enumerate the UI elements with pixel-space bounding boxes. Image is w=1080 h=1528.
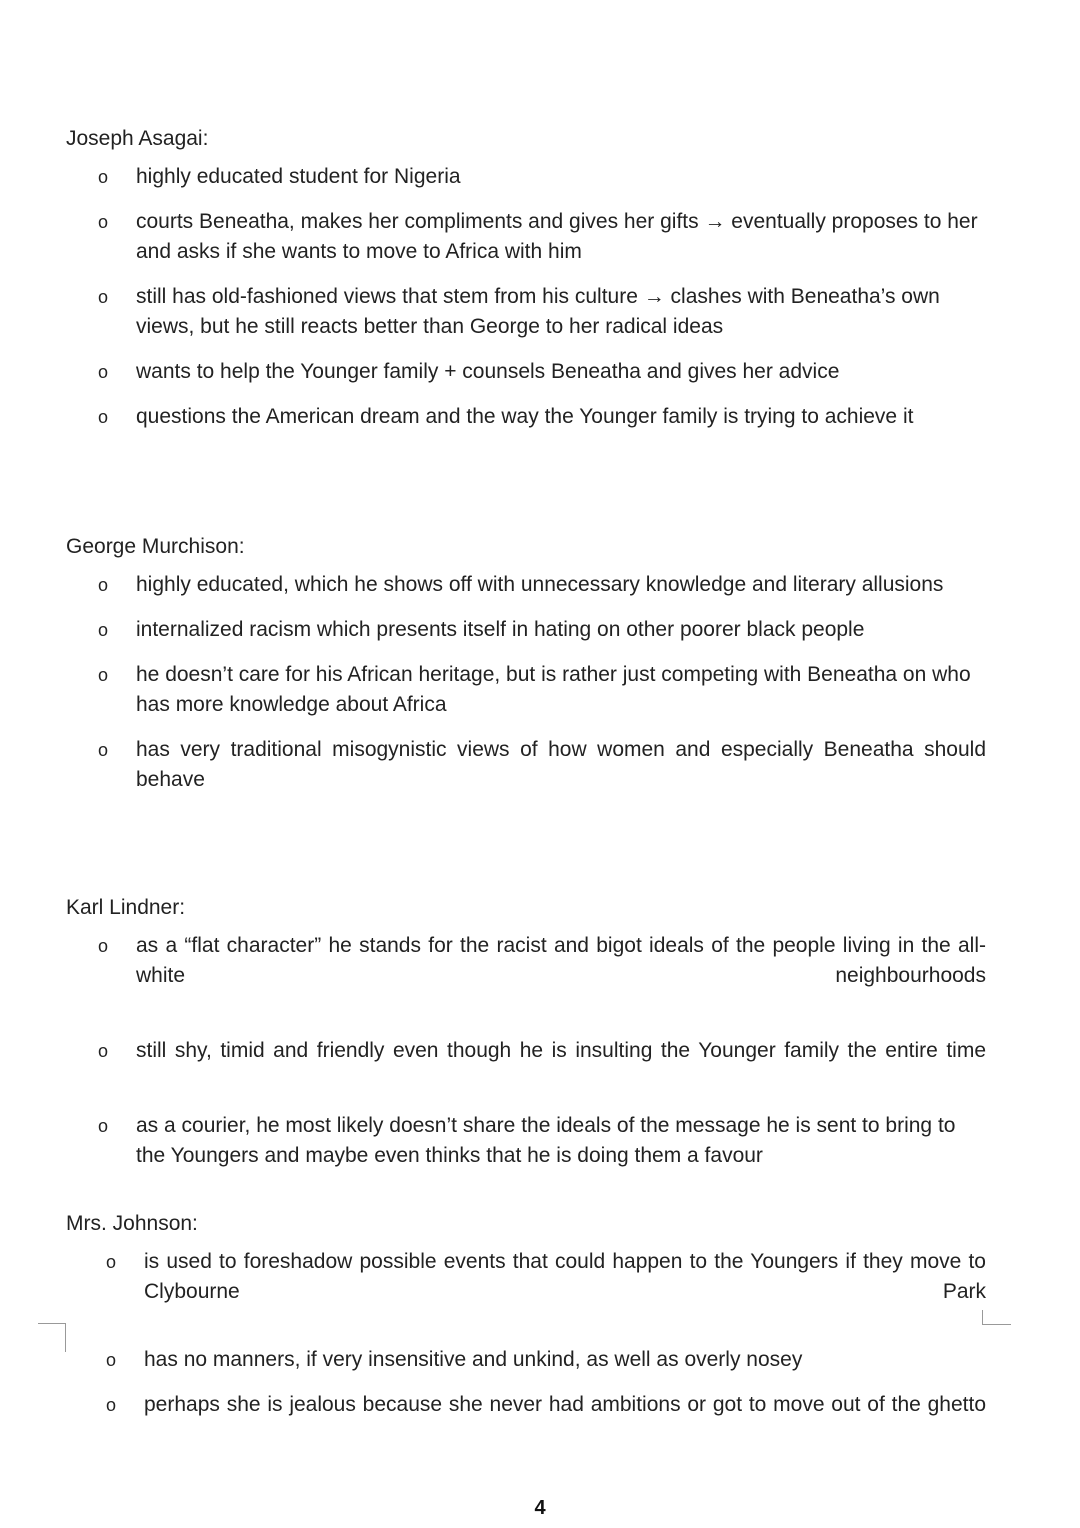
list-item [66, 570, 986, 600]
list-item [66, 1345, 986, 1375]
bullet-list [66, 570, 986, 825]
list-item [66, 282, 986, 342]
list-item-text: perhaps she is jealous because she never had ambitions or got to move out of the ghetto [144, 1393, 986, 1416]
bullet-marker: o [98, 665, 109, 685]
bullet-marker: o [98, 620, 109, 640]
list-item-text: is used to foreshadow possible events that could happen to the Youngers if they move to Clybourne Park [144, 1250, 986, 1303]
bullet-list [66, 1247, 986, 1450]
list-item [66, 1247, 986, 1337]
section-george-murchison [66, 532, 986, 840]
list-item-text: highly educated, which he shows off with unnecessary knowledge and literary allusions [136, 573, 944, 596]
list-item [66, 615, 986, 645]
page-number: 4 [534, 1497, 546, 1519]
list-item-text: still has old-fashioned views that stem from his culture → clashes with Beneatha’s own views, but he still reacts better than George to her radical ideas [136, 285, 940, 338]
list-item [66, 1111, 986, 1171]
bullet-marker: o [98, 407, 109, 427]
section-mrs-johnson [66, 1209, 986, 1465]
section-joseph-asagai [66, 124, 986, 447]
list-item-text: he doesn’t care for his African heritage, but is rather just competing with Beneatha on who has more knowledge about Africa [136, 663, 971, 716]
crop-mark-left [38, 1323, 66, 1352]
list-item-text: as a courier, he most likely doesn’t share the ideals of the message he is sent to bring to the Youngers and maybe even thinks that he is doing them a favour [136, 1114, 956, 1167]
bullet-marker: o [98, 287, 109, 307]
bullet-marker: o [98, 575, 109, 595]
bullet-marker: o [98, 936, 109, 956]
section-title: Karl Lindner: [66, 896, 186, 919]
list-item [66, 357, 986, 387]
section-karl-lindner [66, 893, 986, 1186]
list-item [66, 931, 986, 1021]
list-item-text: as a “flat character” he stands for the racist and bigot ideals of the people living in the all-white neighbourhoods [136, 934, 986, 987]
bullet-marker: o [106, 1395, 117, 1415]
list-item-text: internalized racism which presents itself in hating on other poorer black people [136, 618, 865, 641]
list-item-text: courts Beneatha, makes her compliments and gives her gifts → eventually proposes to her and asks if she wants to move to Africa with him [136, 210, 978, 263]
bullet-marker: o [98, 167, 109, 187]
section-title: George Murchison: [66, 535, 245, 558]
bullet-marker: o [98, 1041, 109, 1061]
list-item-text: questions the American dream and the way the Younger family is trying to achieve it [136, 405, 914, 428]
section-title: Joseph Asagai: [66, 127, 209, 150]
list-item-text: highly educated student for Nigeria [136, 165, 461, 188]
bullet-marker: o [98, 212, 109, 232]
bullet-list [66, 931, 986, 1171]
list-item [66, 660, 986, 720]
list-item [66, 402, 986, 432]
bullet-marker: o [98, 362, 109, 382]
list-item [66, 1390, 986, 1450]
list-item [66, 207, 986, 267]
bullet-marker: o [98, 1116, 109, 1136]
bullet-list [66, 162, 986, 432]
list-item-text: wants to help the Younger family + counsels Beneatha and gives her advice [136, 360, 840, 383]
section-title: Mrs. Johnson: [66, 1212, 198, 1235]
list-item [66, 1036, 986, 1096]
list-item [66, 162, 986, 192]
bullet-marker: o [98, 740, 109, 760]
list-item-text: has very traditional misogynistic views of how women and especially Beneatha should behave [136, 738, 986, 791]
list-item-text: has no manners, if very insensitive and unkind, as well as overly nosey [144, 1348, 803, 1371]
bullet-marker: o [106, 1350, 117, 1370]
list-item [66, 735, 986, 825]
bullet-marker: o [106, 1252, 117, 1272]
crop-mark-right [982, 1310, 1011, 1325]
list-item-text: still shy, timid and friendly even though he is insulting the Younger family the entire time [136, 1039, 986, 1062]
